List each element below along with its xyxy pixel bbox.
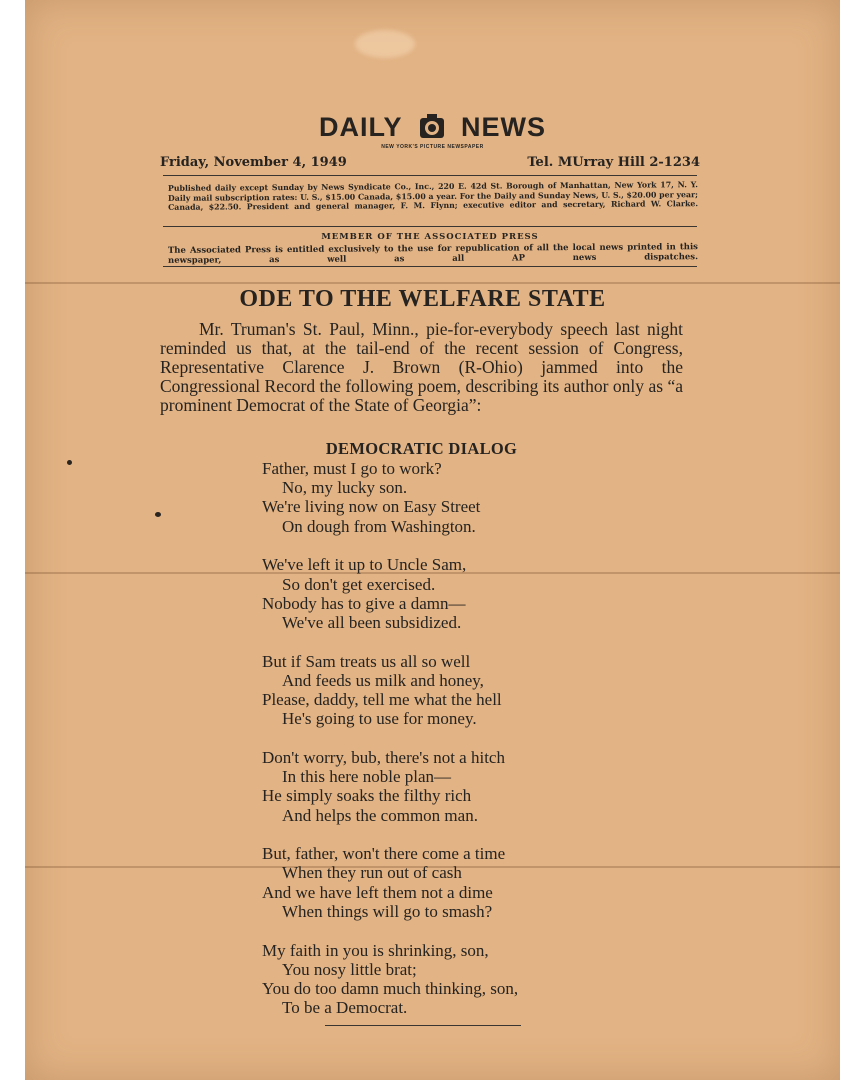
article-intro: Mr. Truman's St. Paul, Minn., pie-for-everybody speech last night reminded us that, at the tail-end of the recent session of Congress, Representative Clarence J. Brown (R-Ohio) jammed into the Congressional Record the following poem, describing its author only as “a prominent Democrat of the State of Georgia”: — [160, 319, 683, 415]
poem-line: Please, daddy, tell me what the hell — [262, 690, 502, 710]
poem-line: But, father, won't there come a time — [262, 844, 506, 864]
poem-stanza — [262, 459, 518, 536]
poem-line: On dough from Washington. — [282, 516, 476, 536]
divider — [163, 175, 697, 176]
poem-line: When things will go to smash? — [282, 901, 493, 921]
poem-stanza — [262, 844, 518, 921]
divider — [163, 226, 697, 227]
masthead — [25, 112, 840, 150]
camera-logo-icon — [417, 112, 447, 142]
poem-line: We're living now on Easy Street — [262, 497, 481, 517]
phone-number: Tel. MUrray Hill 2-1234 — [527, 155, 700, 170]
poem-line: You do too damn much thinking, son, — [262, 978, 519, 998]
poem-line: To be a Democrat. — [282, 998, 408, 1018]
end-rule — [325, 1025, 521, 1026]
poem-line: We've left it up to Uncle Sam, — [262, 555, 467, 575]
masthead-daily: DAILY — [318, 112, 402, 142]
ap-member-title: MEMBER OF THE ASSOCIATED PRESS — [321, 232, 539, 242]
poem-line: No, my lucky son. — [282, 478, 408, 498]
poem-line: So don't get exercised. — [282, 574, 436, 594]
divider — [163, 266, 697, 267]
poem-line: Don't worry, bub, there's not a hitch — [262, 747, 505, 767]
poem-line: And helps the common man. — [282, 805, 478, 825]
newspaper-clipping — [25, 0, 840, 1080]
poem-line: And we have left them not a dime — [262, 882, 493, 902]
poem-stanza — [262, 652, 518, 729]
poem-body — [262, 459, 518, 1037]
poem-line: He's going to use for money. — [282, 709, 477, 729]
poem-line: My faith in you is shrinking, son, — [262, 940, 489, 960]
poem-line: In this here noble plan— — [282, 767, 452, 787]
article-headline: ODE TO THE WELFARE STATE — [239, 286, 606, 312]
poem-line: We've all been subsidized. — [282, 612, 462, 632]
paper-stain — [355, 30, 415, 58]
masthead-tagline: NEW YORK'S PICTURE NEWSPAPER — [381, 144, 484, 150]
masthead-news: NEWS — [461, 112, 547, 142]
poem-line: You nosy little brat; — [282, 959, 417, 979]
poem-stanza — [262, 555, 518, 632]
poem-line: When they run out of cash — [282, 863, 462, 883]
publication-info: Published daily except Sunday by News Syndicate Co., Inc., 220 E. 42d St. Borough of Manhattan, New York 17, N. Y. Daily mail subscription rates: U. S., $15.00 Canada, $15.00 a year. For the Daily and Sunday News, U. S., $20.00 per year; Canada, $22.50. President and general manager, F. M. Flynn; executive editor and secretary, Richard W. Clarke. — [167, 180, 699, 212]
poem-line: But if Sam treats us all so well — [262, 651, 471, 671]
poem-line: He simply soaks the filthy rich — [262, 786, 472, 806]
ap-notice: The Associated Press is entitled exclusively to the use for republication of all the local news printed in this newspaper, as well as all AP news dispatches. — [167, 242, 699, 266]
poem-line: Nobody has to give a damn— — [262, 593, 466, 613]
poem-stanza — [262, 748, 518, 825]
poem-stanza — [262, 941, 518, 1018]
fold-line — [25, 282, 840, 284]
ink-speck — [155, 512, 161, 517]
poem-title: DEMOCRATIC DIALOG — [325, 439, 518, 458]
dateline: Friday, November 4, 1949 — [160, 155, 347, 170]
poem-line: Father, must I go to work? — [262, 459, 442, 478]
ink-speck — [67, 460, 72, 465]
poem-line: And feeds us milk and honey, — [282, 670, 484, 690]
